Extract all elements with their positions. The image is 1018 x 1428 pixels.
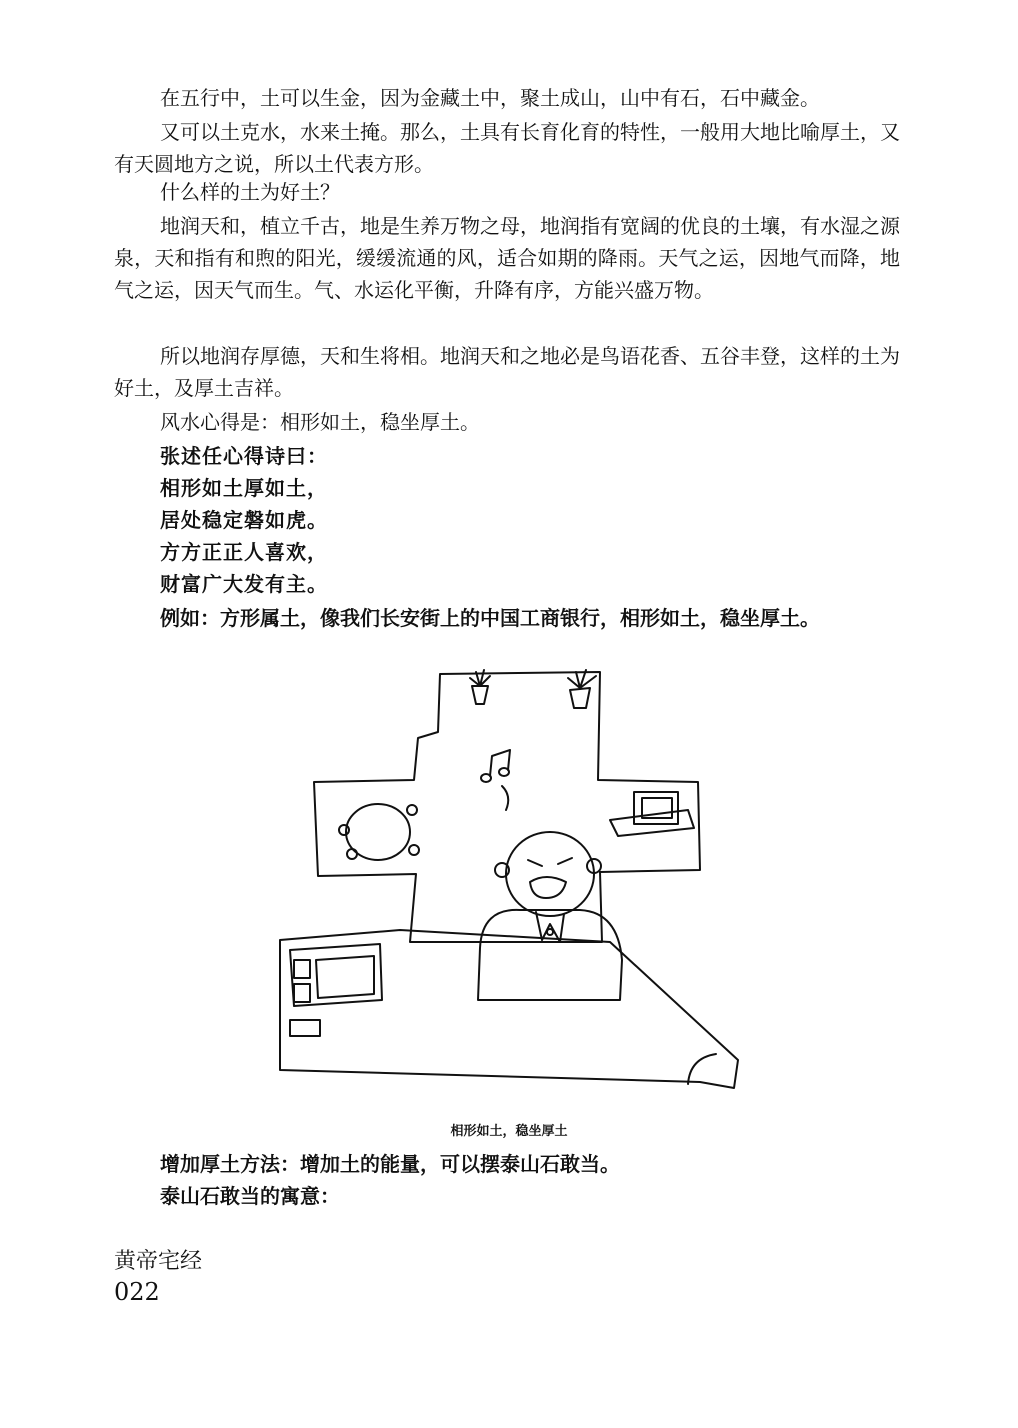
paragraph-di-run-tian-he: 地润天和，植立千古，地是生养万物之母，地润指有宽阔的优良的土壤，有水湿之源泉，天和指有和煦的阳光，缓缓流通的风，适合如期的降雨。天气之运，因地气而降，地气之运，因天气而生。气、水运化平衡，升降有序，方能兴盛万物。 [114,214,900,302]
method-text: 增加厚土方法：增加土的能量，可以摆泰山石敢当。 [160,1152,620,1176]
paragraph-wuxing: 在五行中，土可以生金，因为金藏土中，聚土成山，山中有石，石中藏金。 [160,86,820,110]
television-icon [610,792,694,836]
book-title: 黄帝宅经 [114,1249,203,1274]
poem-line: 相形如土厚如土， [160,476,328,500]
potted-plant-icon [470,670,490,704]
poem-intro: 张述任心得诗曰： [160,444,328,468]
paragraph-question: 什么样的土为好土？ [160,180,340,204]
desk-corner-mark [688,1054,716,1084]
example-text: 例如：方形属土，像我们长安街上的中国工商银行，相形如土，稳坐厚土。 [160,606,820,630]
potted-plant-icon [568,670,596,708]
paragraph-tu-ke-shui: 又可以土克水，水来土掩。那么，土具有长育化育的特性，一般用大地比喻厚土，又有天圆地方之说，所以土代表方形。 [114,120,900,176]
figure-caption: 相形如土，稳坐厚土 [450,1124,568,1139]
poem-line: 方方正正人喜欢， [160,540,328,564]
meaning-heading: 泰山石敢当的寓意： [160,1184,340,1208]
desk-tray-icon [290,944,382,1036]
poem-line: 居处稳定磐如虎。 [160,508,328,532]
desk-outline [280,930,738,1088]
paragraph-fengshui-insight: 风水心得是：相形如土，稳坐厚土。 [160,410,480,434]
round-table-icon [339,804,419,860]
poem-line: 财富广大发有主。 [160,572,328,596]
seated-man-illustration [250,660,750,1100]
paragraph-hou-de: 所以地润存厚德，天和生将相。地润天和之地必是鸟语花香、五谷丰登，这样的土为好土，及厚土吉祥。 [114,344,900,400]
page-number: 022 [114,1278,160,1306]
seated-man-figure [478,832,622,1000]
music-note-icon [481,750,510,810]
